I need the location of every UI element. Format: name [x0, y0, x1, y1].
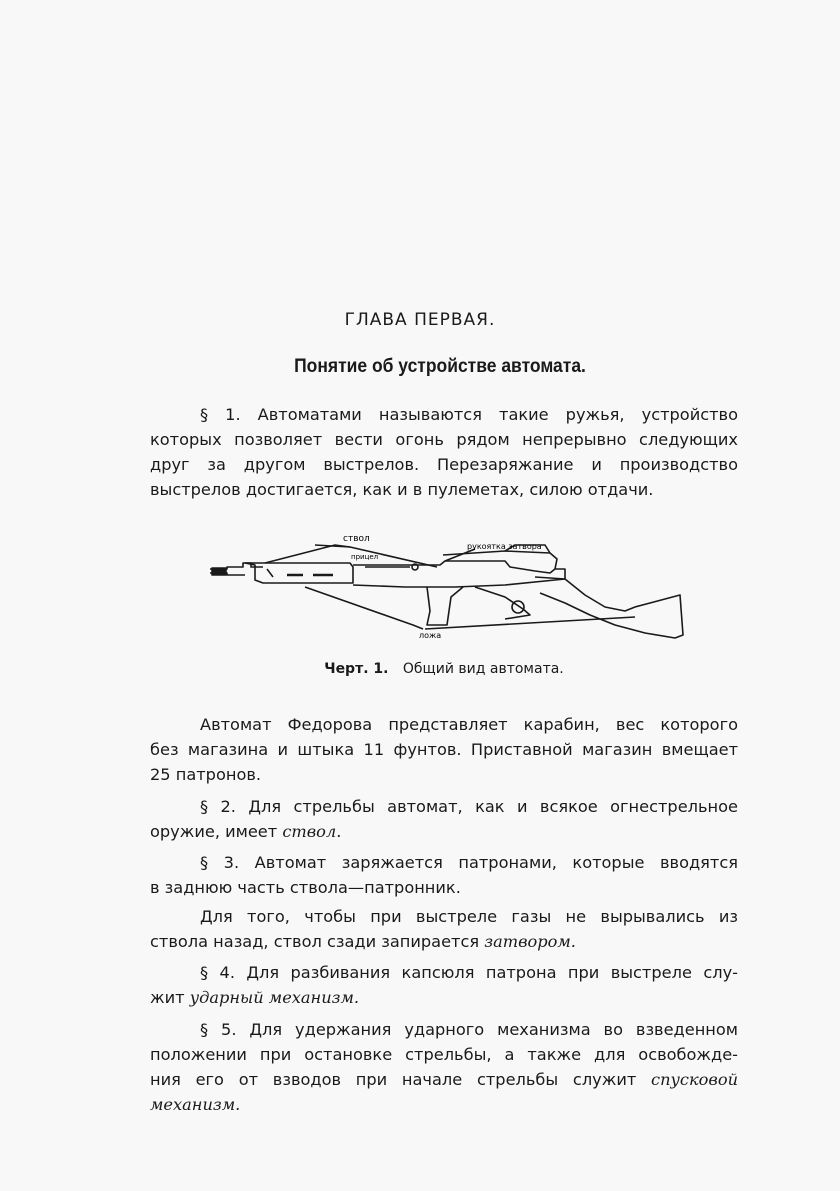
paragraph-4	[150, 850, 738, 900]
para7-line3	[150, 1067, 738, 1092]
figure-caption	[0, 661, 840, 677]
para2-line2: без магазина и штыка 11 фунтов. Приставной магазин вмещает	[150, 740, 738, 759]
para3-line2-text: оружие, имеет	[150, 822, 283, 841]
label-barrel: ствол	[343, 534, 370, 544]
para7-line4	[150, 1092, 738, 1117]
chapter-heading: ГЛАВА ПЕРВАЯ.	[344, 310, 496, 330]
para5-line2	[150, 929, 738, 954]
stock	[535, 577, 683, 638]
rifle-drawing	[205, 525, 695, 655]
caption-text: Общий вид автомата.	[402, 661, 564, 677]
para6-line2-text: жит	[150, 988, 190, 1007]
term-barrel: ствол.	[282, 822, 342, 841]
para4-line1: § 3. Автомат заряжается патронами, которые вводятся	[200, 853, 738, 872]
para6-line1: § 4. Для разбивания капсюля патрона при выстреле слу-	[200, 963, 738, 982]
magazine	[427, 587, 463, 625]
para6-line2	[150, 985, 738, 1010]
paragraph-7	[150, 1017, 738, 1117]
para7-line2: положении при остановке стрельбы, а также для освобожде-	[150, 1045, 738, 1064]
term-trigger-1: спусковой	[651, 1070, 738, 1089]
para3-line2	[150, 819, 738, 844]
caption-number: Черт. 1.	[324, 661, 389, 677]
section-title: Понятие об устройстве автомата.	[294, 356, 586, 377]
para2-line1: Автомат Федорова представляет карабин, вес которого	[200, 715, 738, 734]
term-firing-mechanism: ударный механизм.	[189, 988, 360, 1007]
term-bolt: затвором.	[484, 932, 576, 951]
label-sight: прицел	[351, 553, 379, 561]
paragraph-2	[150, 712, 738, 787]
paragraph-6	[150, 960, 738, 1010]
handguard	[245, 563, 353, 583]
term-trigger-2: механизм.	[150, 1095, 241, 1114]
label-stock: ложа	[419, 631, 442, 640]
paragraph-1	[150, 402, 738, 502]
para5-line1: Для того, чтобы при выстреле газы не вырывались из	[200, 907, 738, 926]
paragraph-3	[150, 794, 738, 844]
paragraph-5	[150, 904, 738, 954]
receiver	[353, 561, 565, 587]
label-handle: рукоятка затвора	[467, 542, 542, 551]
para4-line2: в заднюю часть ствола—патронник.	[150, 878, 461, 897]
para1-line4: выстрелов достигается, как и в пулеметах, силою отдачи.	[150, 480, 654, 499]
para3-line1: § 2. Для стрельбы автомат, как и всякое огнестрельное	[200, 797, 738, 816]
para2-line3: 25 патронов.	[150, 765, 262, 784]
para1-line3: друг за другом выстрелов. Перезаряжание и производство	[150, 455, 738, 474]
para5-line2-text: ствола назад, ствол сзади запирается	[150, 932, 485, 951]
para1-line2: которых позволяет вести огонь рядом непрерывно следующих	[150, 430, 738, 449]
para1-line1: § 1. Автоматами называются такие ружья, устройство	[200, 405, 738, 424]
para7-line3-text: ния его от взводов при начале стрельбы служит	[150, 1070, 652, 1089]
rifle-figure	[205, 525, 695, 655]
para7-line1: § 5. Для удержания ударного механизма во взведенном	[200, 1020, 738, 1039]
